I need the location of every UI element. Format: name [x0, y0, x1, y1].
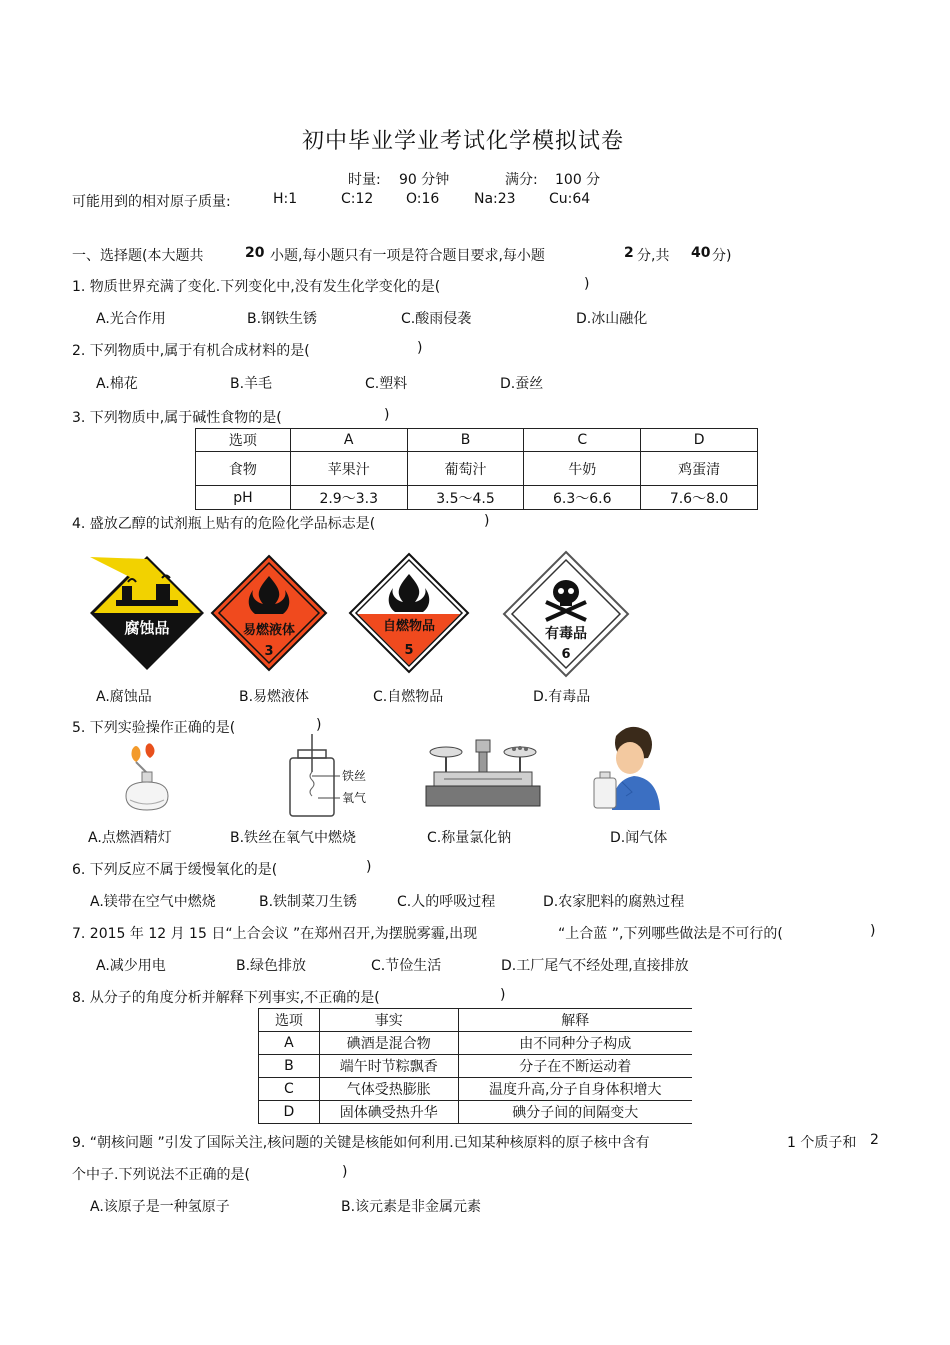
q2-option-d: D.蚕丝 — [500, 376, 544, 392]
q1-option-a: A.光合作用 — [96, 311, 166, 327]
q4-option-a: A.腐蚀品 — [96, 689, 152, 705]
q8-cell: D — [259, 1101, 320, 1124]
q9-option-b: B.该元素是非金属元素 — [341, 1199, 482, 1215]
q7-stem-part1: 7. 2015 年 12 月 15 日“上合会议 ”在郑州召开,为摆脱雾霾,出现 — [72, 926, 478, 942]
q8-cell: 温度升高,分子自身体积增大 — [458, 1078, 692, 1101]
q6-option-c: C.人的呼吸过程 — [397, 894, 496, 910]
q3-cell: A — [290, 429, 407, 452]
time-label: 时量: — [348, 172, 381, 188]
q8-cell: 碘酒是混合物 — [319, 1032, 458, 1055]
q2-option-a: A.棉花 — [96, 376, 138, 392]
q2-option-b: B.羊毛 — [230, 376, 273, 392]
section-points-total: 40 — [691, 245, 711, 261]
q8-cell: 由不同种分子构成 — [458, 1032, 692, 1055]
corrosive-sign-label: 腐蚀品 — [124, 619, 170, 637]
q1-close: ) — [584, 276, 590, 292]
q1-option-b: B.钢铁生锈 — [247, 311, 318, 327]
toxic-sign-number: 6 — [561, 647, 571, 662]
atomic-mass-o: O:16 — [406, 191, 440, 207]
q8-stem: 8. 从分子的角度分析并解释下列事实,不正确的是( — [72, 990, 380, 1006]
q4-option-d: D.有毒品 — [533, 689, 591, 705]
spontaneous-combustion-sign-number: 5 — [404, 643, 414, 658]
alcohol-lamp-icon — [106, 740, 186, 820]
q2-option-c: C.塑料 — [365, 376, 408, 392]
q9-stem-part2: 1 个质子和 — [787, 1135, 857, 1151]
atomic-mass-na: Na:23 — [474, 191, 516, 207]
q7-stem-part2: “上合蓝 ”,下列哪些做法是不可行的( — [558, 926, 783, 942]
q8-molecule-table — [258, 1008, 692, 1124]
q8-cell: B — [259, 1055, 320, 1078]
q3-cell: 3.5～4.5 — [407, 486, 524, 510]
q6-option-b: B.铁制菜刀生锈 — [259, 894, 358, 910]
q3-cell: 6.3～6.6 — [524, 486, 641, 510]
q1-option-c: C.酸雨侵袭 — [401, 311, 472, 327]
q3-cell: C — [524, 429, 641, 452]
atomic-mass-h: H:1 — [273, 191, 298, 207]
q8-cell: 端午时节粽飘香 — [319, 1055, 458, 1078]
q8-cell: 气体受热膨胀 — [319, 1078, 458, 1101]
iron-wire-label: 铁丝 — [342, 769, 367, 783]
section-heading-part2: 小题,每小题只有一项是符合题目要求,每小题 — [270, 248, 545, 264]
q5-option-d: D.闻气体 — [610, 830, 668, 846]
q8-cell: 选项 — [259, 1009, 320, 1032]
q9-close: ) — [342, 1164, 348, 1180]
q3-cell: pH — [196, 486, 291, 510]
q3-cell: 牛奶 — [524, 452, 641, 486]
q3-cell: 鸡蛋清 — [641, 452, 758, 486]
flammable-liquid-sign-icon — [210, 554, 328, 672]
toxic-sign-label: 有毒品 — [545, 626, 587, 642]
q3-cell: 7.6～8.0 — [641, 486, 758, 510]
q3-close: ) — [384, 407, 390, 423]
q8-cell: 固体碘受热升华 — [319, 1101, 458, 1124]
score-value: 100 分 — [555, 172, 601, 188]
q8-cell: C — [259, 1078, 320, 1101]
q3-cell: D — [641, 429, 758, 452]
q3-cell: B — [407, 429, 524, 452]
q3-cell: 苹果汁 — [290, 452, 407, 486]
q2-close: ) — [417, 340, 423, 356]
q5-option-b: B.铁丝在氧气中燃烧 — [230, 830, 357, 846]
q5-close: ) — [316, 717, 322, 733]
q3-cell: 选项 — [196, 429, 291, 452]
balance-scale-icon — [424, 736, 542, 814]
page-title: 初中毕业学业考试化学模拟试卷 — [302, 129, 625, 154]
q3-stem: 3. 下列物质中,属于碱性食物的是( — [72, 410, 282, 426]
q5-stem: 5. 下列实验操作正确的是( — [72, 720, 236, 736]
smelling-gas-icon — [592, 722, 668, 810]
toxic-sign-icon — [502, 550, 630, 678]
section-count: 20 — [245, 245, 265, 261]
flammable-liquid-sign-label: 易燃液体 — [242, 623, 296, 638]
q5-option-c: C.称量氯化钠 — [427, 830, 512, 846]
q4-option-b: B.易燃液体 — [239, 689, 310, 705]
q8-cell: 解释 — [458, 1009, 692, 1032]
q4-stem: 4. 盛放乙醇的试剂瓶上贴有的危险化学品标志是( — [72, 516, 376, 532]
q6-stem: 6. 下列反应不属于缓慢氧化的是( — [72, 862, 278, 878]
q8-cell: 碘分子间的间隔变大 — [458, 1101, 692, 1124]
atomic-mass-label: 可能用到的相对原子质量: — [72, 194, 231, 210]
section-heading-part1: 一、选择题(本大题共 — [72, 248, 204, 264]
q7-option-a: A.减少用电 — [96, 958, 166, 974]
corrosive-sign-icon — [88, 554, 206, 672]
q8-cell: 事实 — [319, 1009, 458, 1032]
q3-ph-table — [195, 428, 758, 510]
q5-option-a: A.点燃酒精灯 — [88, 830, 172, 846]
q9-stem-part1: 9. “朝核问题 ”引发了国际关注,核问题的关键是核能如何利用.已知某种核原料的原子核中含有 — [72, 1135, 650, 1151]
atomic-mass-cu: Cu:64 — [549, 191, 591, 207]
time-value: 90 分钟 — [399, 172, 450, 188]
q2-stem: 2. 下列物质中,属于有机合成材料的是( — [72, 343, 310, 359]
flammable-liquid-sign-number: 3 — [264, 644, 274, 659]
iron-wire-oxygen-jar-icon — [282, 732, 392, 822]
q6-close: ) — [366, 859, 372, 875]
section-heading-part4: 分) — [712, 248, 732, 264]
spontaneous-combustion-sign-icon — [348, 552, 470, 674]
section-heading-part3: 分,共 — [637, 248, 670, 264]
oxygen-label: 氧气 — [342, 791, 367, 805]
q3-cell: 2.9～3.3 — [290, 486, 407, 510]
q1-option-d: D.冰山融化 — [576, 311, 648, 327]
atomic-mass-c: C:12 — [341, 191, 374, 207]
q7-option-d: D.工厂尾气不经处理,直接排放 — [501, 958, 689, 974]
q8-cell: 分子在不断运动着 — [458, 1055, 692, 1078]
q9-stem-part4: 个中子.下列说法不正确的是( — [72, 1167, 250, 1183]
q1-stem: 1. 物质世界充满了变化.下列变化中,没有发生化学变化的是( — [72, 279, 441, 295]
spontaneous-combustion-sign-label: 自燃物品 — [382, 619, 436, 634]
q6-option-d: D.农家肥料的腐熟过程 — [543, 894, 685, 910]
section-points-each: 2 — [624, 245, 634, 261]
q7-close: ) — [870, 923, 876, 939]
score-label: 满分: — [505, 172, 538, 188]
q7-option-c: C.节俭生活 — [371, 958, 442, 974]
q6-option-a: A.镁带在空气中燃烧 — [90, 894, 216, 910]
q4-close: ) — [484, 513, 490, 529]
q8-close: ) — [500, 987, 506, 1003]
q7-option-b: B.绿色排放 — [236, 958, 307, 974]
q3-cell: 食物 — [196, 452, 291, 486]
q9-option-a: A.该原子是一种氢原子 — [90, 1199, 230, 1215]
q8-cell: A — [259, 1032, 320, 1055]
q3-cell: 葡萄汁 — [407, 452, 524, 486]
q4-option-c: C.自燃物品 — [373, 689, 444, 705]
q9-stem-part3: 2 — [870, 1132, 879, 1148]
